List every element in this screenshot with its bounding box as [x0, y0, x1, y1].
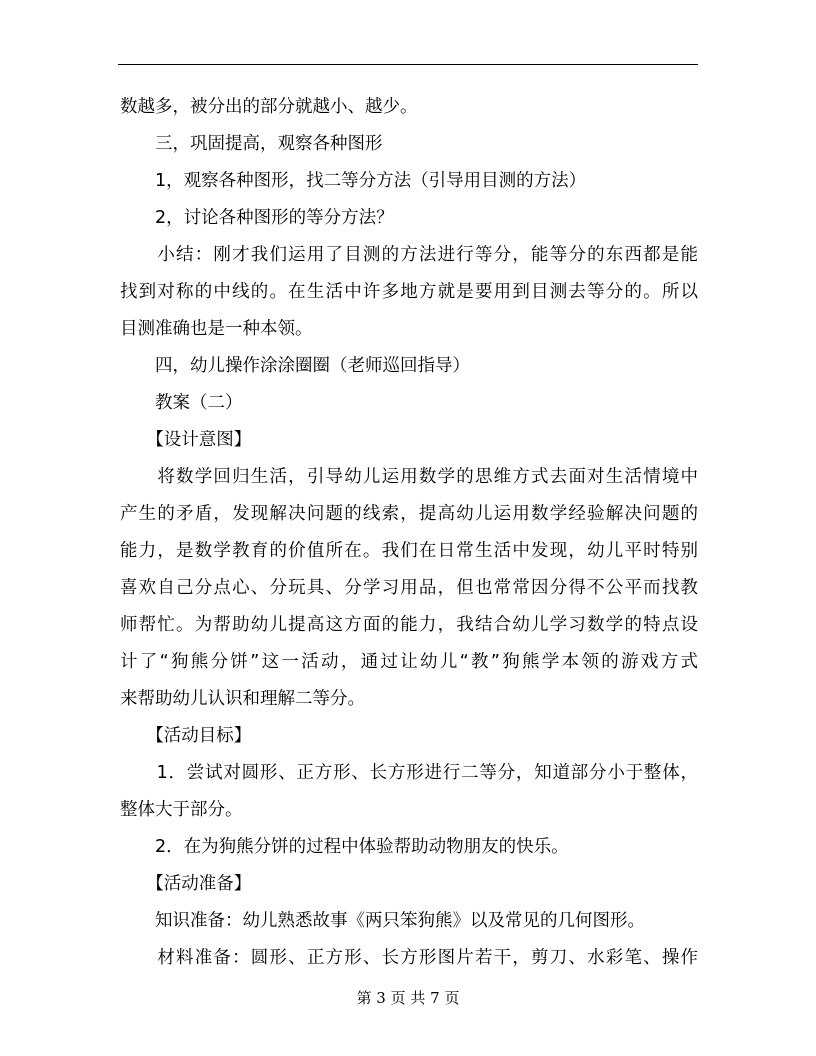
- text-line: 材料准备：圆形、正方形、长方形图片若干，剪刀、水彩笔、操作: [120, 948, 698, 968]
- text-line: 数越多，被分出的部分就越小、越少。: [120, 97, 418, 117]
- text-line: 四，幼儿操作涂涂圈圈（老师巡回指导）: [120, 356, 470, 376]
- text-line: 1，观察各种图形，找二等分方法（引导用目测的方法）: [120, 171, 587, 191]
- text-line: 2．在为狗熊分饼的过程中体验帮助动物朋友的快乐。: [120, 837, 569, 857]
- text-line: 师帮忙。为帮助幼儿提高这方面的能力，我结合幼儿学习数学的特点设: [120, 615, 698, 635]
- section-heading: 【设计意图】: [120, 430, 252, 450]
- text-line: 小结：刚才我们运用了目测的方法进行等分，能等分的东西都是能: [120, 245, 698, 265]
- text-line: 喜欢自己分点心、分玩具、分学习用品，但也常常因分得不公平而找教: [120, 578, 698, 598]
- text-line: 计了“狗熊分饼”这一活动，通过让幼儿“教”狗熊学本领的游戏方式: [120, 652, 698, 672]
- text-line: 来帮助幼儿认识和理解二等分。: [120, 689, 365, 709]
- text-line: 整体大于部分。: [120, 800, 243, 820]
- text-line: 找到对称的中线的。在生活中许多地方就是要用到目测去等分的。所以: [120, 282, 698, 302]
- text-line: 1．尝试对圆形、正方形、长方形进行二等分，知道部分小于整体，: [120, 763, 698, 783]
- text-line: 知识准备：幼儿熟悉故事《两只笨狗熊》以及常见的几何图形。: [120, 911, 645, 931]
- text-line: 能力，是数学教育的价值所在。我们在日常生活中发现，幼儿平时特别: [120, 541, 698, 561]
- header-rule: [118, 64, 698, 65]
- text-line: 三，巩固提高，观察各种图形: [120, 134, 383, 154]
- text-line: 目测准确也是一种本领。: [120, 319, 313, 339]
- text-line: 将数学回归生活，引导幼儿运用数学的思维方式去面对生活情境中: [120, 467, 698, 487]
- text-line: 教案（二）: [120, 393, 243, 413]
- text-line: 2，讨论各种图形的等分方法？: [120, 208, 394, 228]
- text-line: 产生的矛盾，发现解决问题的线索，提高幼儿运用数学经验解决问题的: [120, 504, 698, 524]
- page-footer: 第 3 页 共 7 页: [356, 989, 460, 1007]
- section-heading: 【活动目标】: [120, 726, 252, 746]
- section-heading: 【活动准备】: [120, 874, 252, 894]
